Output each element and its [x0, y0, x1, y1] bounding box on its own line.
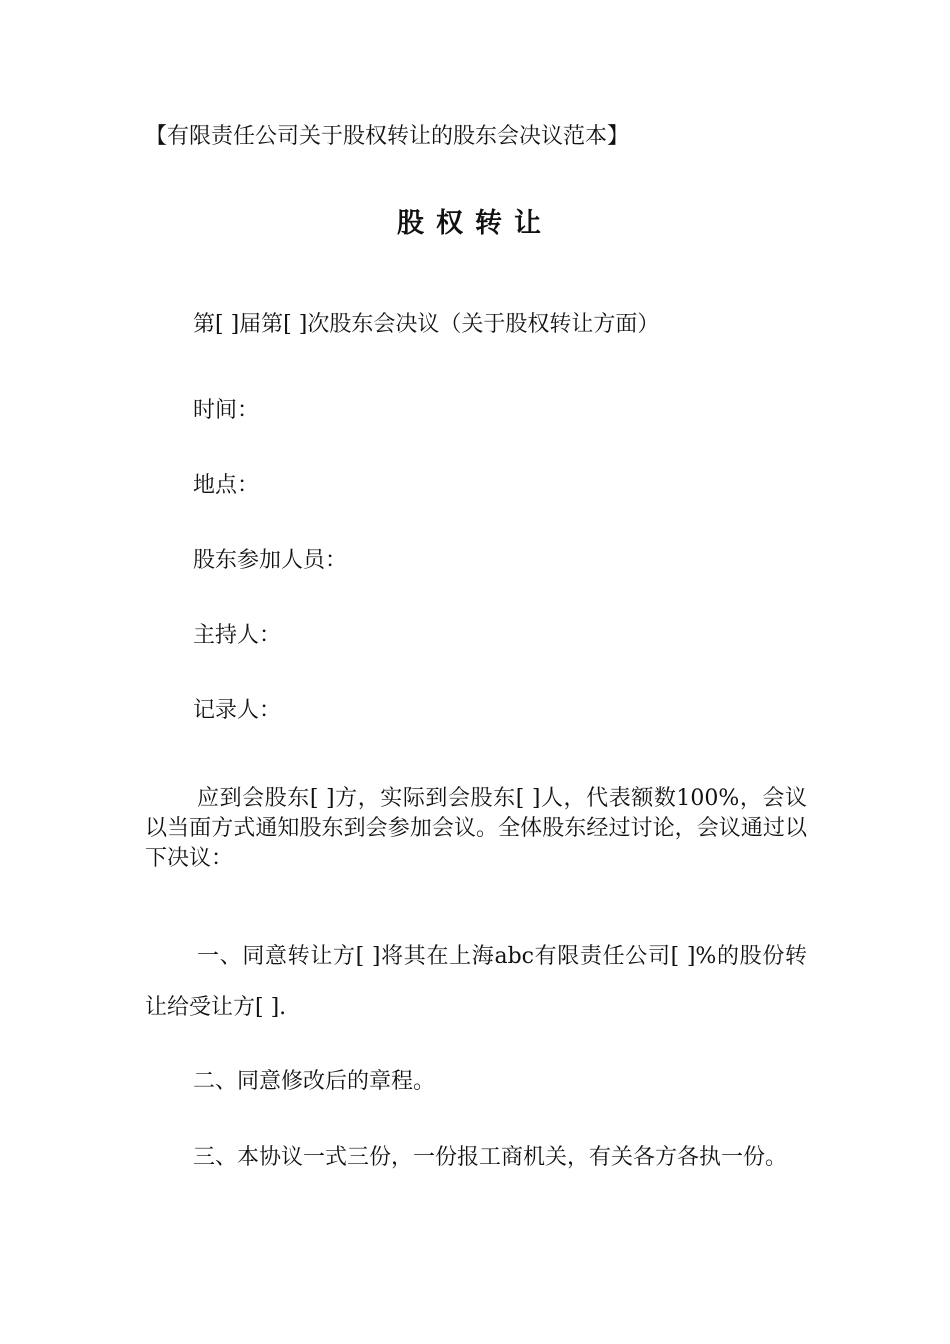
recorder-field-label: 记录人： — [193, 698, 282, 723]
attendance-paragraph: 应到会股东[ ]方，实际到会股东[ ]人，代表额数100%，会议以当面方式通知股东到会参加会议。全体股东经过讨论，会议通过以下决议： — [145, 786, 807, 871]
time-field-label: 时间： — [193, 398, 260, 423]
document-header-title: 【有限责任公司关于股权转让的股东会决议范本】 — [145, 124, 630, 149]
resolution-title: 第[ ]届第[ ]次股东会决议（关于股权转让方面） — [193, 312, 660, 337]
place-field-label: 地点： — [193, 473, 260, 498]
attendees-field-label: 股东参加人员： — [193, 548, 348, 573]
host-field-label: 主持人： — [193, 623, 282, 648]
resolution-item-1: 一、同意转让方[ ]将其在上海abc有限责任公司[ ]%的股份转让给受让方[ ]. — [145, 944, 807, 1020]
resolution-item-3: 三、本协议一式三份，一份报工商机关，有关各方各执一份。 — [193, 1145, 788, 1170]
resolution-item-2: 二、同意修改后的章程。 — [193, 1069, 436, 1094]
main-title: 股权转让 — [397, 208, 553, 239]
